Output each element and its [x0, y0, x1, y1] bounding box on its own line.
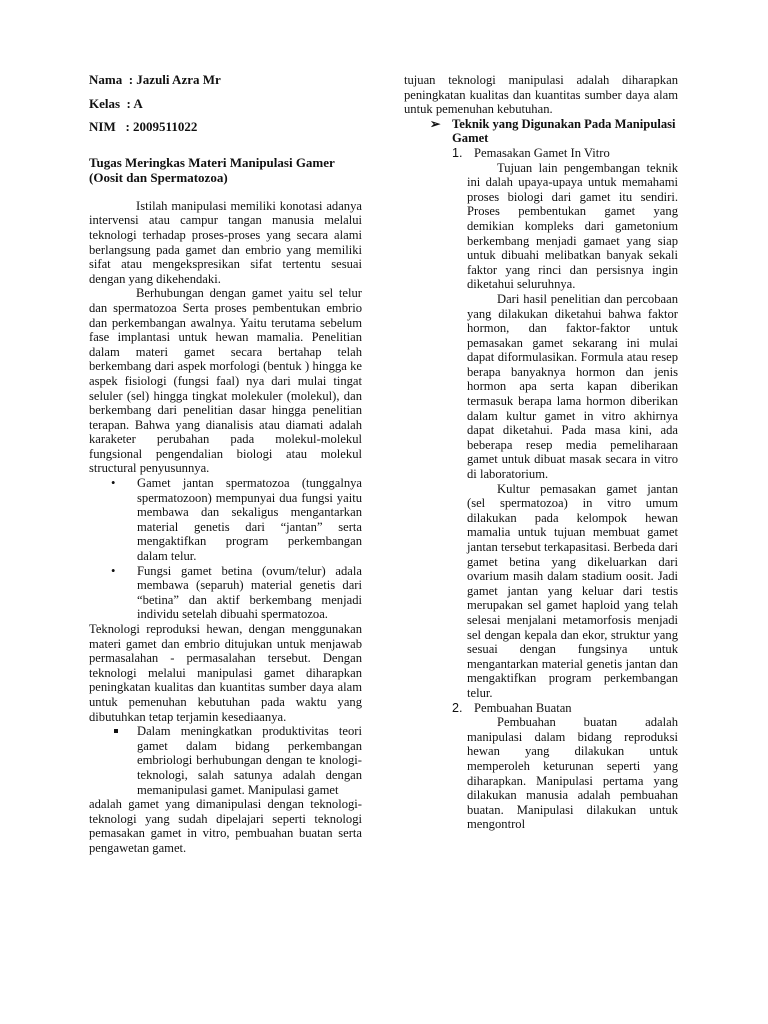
paragraph-intro: Istilah manipulasi memiliki konotasi adanya intervensi atau campur tangan manusia melalui teknologi terhadap proses-proses yang secara alami berlangsung pada gamet dan embrio yang memiliki sifat atau mengekspresikan sifat tertentu sesuai dengan yang dikehendaki.	[89, 198, 362, 286]
item-title: Pemasakan Gamet In Vitro	[474, 145, 610, 160]
header-nim: NIM : 2009511022	[89, 119, 198, 135]
list-item-text: Dalam meningkatkan produktivitas teori gamet dalam bidang perkembangan embriologi berhubungan dengan te knologi-teknologi, salah satunya adalah dengan memanipulasi gamet. Manipulasi gamet	[137, 724, 362, 797]
section-heading	[404, 117, 678, 146]
numbered-item-2	[404, 701, 678, 716]
list-item-text: Fungsi gamet betina (ovum/telur) adala membawa (separuh) material genetis dari “betina” dan aktif berkembang menjadi individu setelah dibuahi spermatozoa.	[137, 563, 362, 622]
paragraph-tujuan-lain: Tujuan lain pengembangan teknik ini dalah upaya-upaya untuk memahami proses biologi dari gamet itu sendiri. Proses pembentukan gamet yang demikian kompleks dari gametonium berkembang menjadi gamaet yang siap untuk dibuahi melibatkan banyak sekali faktor yang rinci dan persisnya ingin diketahui seluruhnya.	[467, 160, 678, 292]
item-title: Pembuahan Buatan	[474, 700, 572, 715]
paragraph-kultur: Kultur pemasakan gamet jantan (sel spermatozoa) in vitro umum dilakukan pada kelompok hewan mamalia untuk tujuan membuat gamet jantan tersebut terkapasitasi. Berbeda dari gamet betina yang dikeluarkan dari ovarium masih dalam stadium oosit. Jadi gamet jantan yang keluar dari testis merupakan sel gamet haploid yang telah selesai menjalani metamorfosis menjadi sel dengan kepala dan ekor, struktur yang sesuai dengan fungsinya untuk mengantarkan material genetis jantan dan mengaktifkan program perkembangan telur.	[467, 481, 678, 700]
item-number: 2.	[452, 700, 463, 715]
item-number: 1.	[452, 145, 463, 160]
item-1-body	[467, 161, 678, 701]
right-column	[404, 73, 678, 832]
paragraph-tujuan: tujuan teknologi manipulasi adalah diharapkan peningkatan kualitas dan kuantitas sumber daya alam untuk pemenuhan kebutuhan.	[404, 73, 678, 117]
bullet-dot-icon: •	[111, 476, 116, 491]
left-column	[89, 73, 362, 856]
arrow-bullet-icon: ➢	[430, 116, 441, 131]
bullet-dot-icon: •	[111, 563, 116, 578]
list-item-ovum	[89, 564, 362, 622]
paragraph-hasil-penelitian: Dari hasil penelitian dan percobaan yang dilakukan diketahui bahwa faktor hormon, dan faktor-faktor untuk pemasakan gamet sekarang ini mulai dapat diformulasikan. Formula atau resep berapa banyaknya hormon dan jenis hormon apa serta kapan diberikan termasuk berapa lama hormon diberikan dalam kultur gamet in vitro akhirnya dapat diketahui. Pada masa kini, ada beberapa resep media pemeliharaan gamet untuk dibuat masak secara in vitro di laboratorium.	[467, 291, 678, 482]
paragraph-pembuahan: Pembuahan buatan adalah manipulasi dalam bidang reproduksi hewan yang dilakukan untuk memperoleh keturunan seperti yang diharapkan. Manipulasi pertama yang dilakukan manusia adalah pembuahan buatan. Manipulasi dilakukan untuk mengontrol	[467, 715, 678, 832]
list-item-spermatozoa	[89, 476, 362, 564]
paragraph-manipulasi: adalah gamet yang dimanipulasi dengan teknologi-teknologi yang sudah dipelajari seperti teknologi pemasakan gamet in vitro, pembuahan buatan serta pengawetan gamet.	[89, 797, 362, 855]
bullet-square-icon	[114, 729, 118, 733]
item-2-body	[467, 715, 678, 832]
paragraph-gamet: Berhubungan dengan gamet yaitu sel telur dan spermatozoa Serta proses pembentukan embrio dan perkembangan awalnya. Yaitu terutama sebelum fase implantasi untuk hewan mamalia. Penelitian dalam materi gamet secara bertahap telah berkembang dari aspek morfologi (bentuk ) hingga ke aspek fisiologi (fungsi faal) nya dari mulai tingat seluler (sel) hingga tingkat molekuler (molekul), dan berkembang dari penelitian dasar hingga penelitian terapan. Bahwa yang dianalisis atau diamati adalah karaketer perubahan pada molekul-molekul fungsional pengendalian biologi atau molekul structural penyusunnya.	[89, 286, 362, 476]
list-item-text: Gamet jantan spermatozoa (tunggalnya spermatozoon) mempunyai dua fungsi yaitu membawa dan sekaligus mengantarkan material genetis dari “jantan” serta mengaktifkan program perkembangan dalam telur.	[137, 476, 362, 564]
header-kelas: Kelas : A	[89, 95, 143, 111]
list-item-produktivitas	[89, 724, 362, 797]
header-nama: Nama : Jazuli Azra Mr	[89, 72, 221, 87]
section-heading-text: Teknik yang Digunakan Pada Manipulasi Gamet	[452, 116, 676, 146]
numbered-item-1	[404, 146, 678, 161]
paragraph-teknologi: Teknologi reproduksi hewan, dengan menggunakan materi gamet dan embrio ditujukan untuk menjawab permasalahan - permasalahan tersebut. Dengan teknologi melalui manipulasi gamet diharapkan peningkatan kualitas dan kuantitas sumber daya alam untuk pemenuhan kebutuhan pada waktu yang dibutuhkan tetap terjamin kesediaanya.	[89, 622, 362, 724]
document-title: Tugas Meringkas Materi Manipulasi Gamer (Oosit dan Spermatozoa)	[89, 154, 335, 185]
